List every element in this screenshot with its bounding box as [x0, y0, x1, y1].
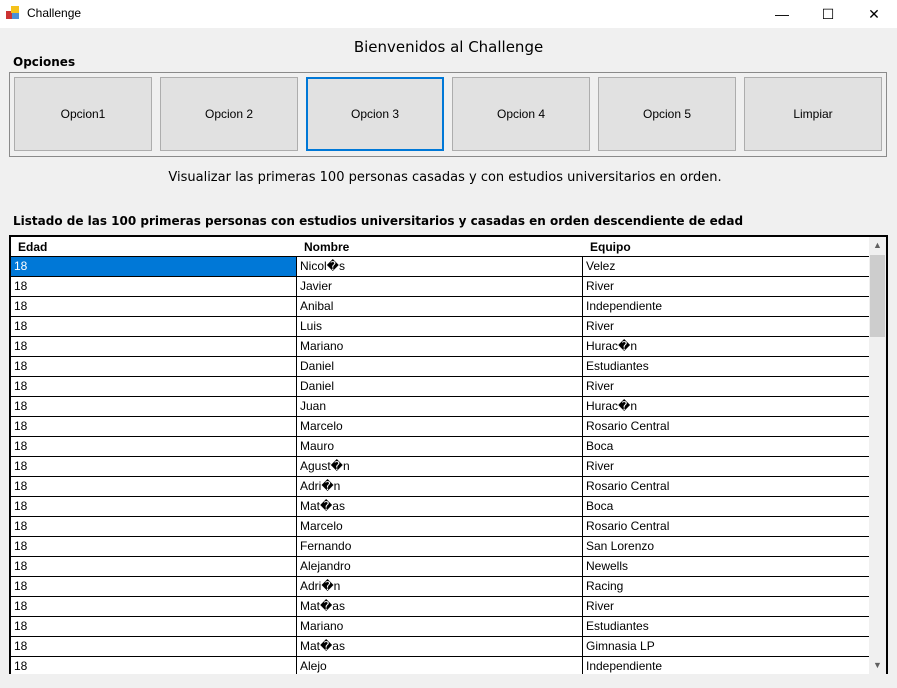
table-row[interactable] — [11, 637, 869, 657]
cell-equipo[interactable]: River — [582, 457, 869, 476]
cell-edad[interactable]: 18 — [14, 559, 28, 573]
table-row[interactable] — [11, 577, 869, 597]
column-header-edad[interactable]: Edad — [18, 240, 48, 254]
cell-equipo[interactable]: River — [582, 597, 869, 616]
cell-nombre[interactable]: Luis — [296, 317, 582, 336]
table-row[interactable] — [11, 317, 869, 337]
table-row[interactable] — [11, 497, 869, 517]
cell-equipo[interactable]: Newells — [582, 557, 869, 576]
cell-equipo[interactable]: Independiente — [582, 297, 869, 316]
cell-equipo[interactable]: Velez — [582, 257, 869, 276]
table-row[interactable] — [11, 277, 869, 297]
column-header-nombre[interactable]: Nombre — [304, 240, 350, 254]
cell-nombre[interactable]: Mat�as — [296, 597, 582, 616]
table-row[interactable] — [11, 537, 869, 557]
options-group-label: Opciones — [13, 55, 76, 69]
table-row[interactable] — [11, 517, 869, 537]
cell-edad[interactable]: 18 — [14, 479, 28, 493]
table-row[interactable] — [11, 597, 869, 617]
table-row[interactable] — [11, 457, 869, 477]
table-row[interactable] — [11, 437, 869, 457]
cell-equipo[interactable]: Independiente — [582, 657, 869, 674]
table-row[interactable] — [11, 337, 869, 357]
data-grid[interactable] — [9, 235, 888, 674]
table-row[interactable] — [11, 397, 869, 417]
scroll-down-icon[interactable]: ▼ — [873, 660, 882, 670]
cell-edad[interactable]: 18 — [14, 459, 28, 473]
cell-nombre[interactable]: Agust�n — [296, 457, 582, 476]
cell-edad[interactable]: 18 — [14, 339, 28, 353]
cell-equipo[interactable]: Rosario Central — [582, 517, 869, 536]
opcion4-button[interactable]: Opcion 4 — [452, 77, 590, 151]
opcion5-button[interactable]: Opcion 5 — [598, 77, 736, 151]
cell-nombre[interactable]: Mat�as — [296, 497, 582, 516]
cell-equipo[interactable]: Gimnasia LP — [582, 637, 869, 656]
cell-equipo[interactable]: Boca — [582, 437, 869, 456]
table-row[interactable] — [11, 297, 869, 317]
cell-equipo[interactable]: River — [582, 277, 869, 296]
cell-equipo[interactable]: Rosario Central — [582, 477, 869, 496]
cell-equipo[interactable]: Boca — [582, 497, 869, 516]
opcion1-button[interactable]: Opcion1 — [14, 77, 152, 151]
cell-edad[interactable]: 18 — [14, 399, 28, 413]
grid-header — [11, 237, 869, 257]
cell-nombre[interactable]: Mariano — [296, 337, 582, 356]
maximize-button[interactable]: ☐ — [821, 5, 835, 22]
cell-equipo[interactable]: Hurac�n — [582, 337, 869, 356]
app-icon — [6, 6, 20, 20]
cell-edad[interactable]: 18 — [14, 599, 28, 613]
cell-equipo[interactable]: San Lorenzo — [582, 537, 869, 556]
cell-edad[interactable]: 18 — [14, 519, 28, 533]
cell-nombre[interactable]: Daniel — [296, 357, 582, 376]
cell-nombre[interactable]: Alejandro — [296, 557, 582, 576]
title-bar — [0, 0, 897, 28]
cell-equipo[interactable]: Estudiantes — [582, 617, 869, 636]
cell-edad[interactable]: 18 — [14, 439, 28, 453]
table-row[interactable] — [11, 477, 869, 497]
cell-edad[interactable]: 18 — [14, 539, 28, 553]
cell-edad[interactable]: 18 — [14, 359, 28, 373]
cell-edad[interactable]: 18 — [14, 639, 28, 653]
minimize-button[interactable]: — — [775, 6, 789, 22]
cell-nombre[interactable]: Mauro — [296, 437, 582, 456]
table-row[interactable] — [11, 257, 869, 277]
cell-edad[interactable]: 18 — [14, 659, 28, 673]
table-row[interactable] — [11, 357, 869, 377]
cell-equipo[interactable]: Hurac�n — [582, 397, 869, 416]
cell-nombre[interactable]: Mat�as — [296, 637, 582, 656]
vertical-scrollbar[interactable] — [869, 237, 886, 674]
cell-edad[interactable]: 18 — [14, 299, 28, 313]
scroll-thumb[interactable] — [870, 255, 885, 337]
table-row[interactable] — [11, 617, 869, 637]
column-header-equipo[interactable]: Equipo — [590, 240, 631, 254]
cell-nombre[interactable]: Nicol�s — [296, 257, 582, 276]
cell-edad[interactable]: 18 — [14, 419, 28, 433]
cell-nombre[interactable]: Fernando — [296, 537, 582, 556]
limpiar-button[interactable]: Limpiar — [744, 77, 882, 151]
cell-nombre[interactable]: Adri�n — [296, 577, 582, 596]
cell-equipo[interactable]: Rosario Central — [582, 417, 869, 436]
cell-equipo[interactable]: Racing — [582, 577, 869, 596]
cell-nombre[interactable]: Javier — [296, 277, 582, 296]
option-description: Visualizar las primeras 100 personas casadas y con estudios universitarios en orden. — [168, 170, 722, 185]
table-row[interactable] — [11, 417, 869, 437]
cell-equipo[interactable]: River — [582, 317, 869, 336]
cell-nombre[interactable]: Adri�n — [296, 477, 582, 496]
cell-nombre[interactable]: Alejo — [296, 657, 582, 674]
cell-equipo[interactable]: Estudiantes — [582, 357, 869, 376]
opcion2-button[interactable]: Opcion 2 — [160, 77, 298, 151]
cell-nombre[interactable]: Marcelo — [296, 417, 582, 436]
cell-nombre[interactable]: Marcelo — [296, 517, 582, 536]
table-row[interactable] — [11, 377, 869, 397]
cell-edad[interactable]: 18 — [14, 379, 28, 393]
scroll-up-icon[interactable]: ▲ — [873, 240, 882, 250]
list-label: Listado de las 100 primeras personas con estudios universitarios y casadas en orden descendiente de edad — [13, 214, 744, 228]
cell-nombre[interactable]: Anibal — [296, 297, 582, 316]
table-row[interactable] — [11, 657, 869, 674]
cell-edad[interactable]: 18 — [14, 279, 28, 293]
opcion3-button[interactable]: Opcion 3 — [306, 77, 444, 151]
cell-edad[interactable]: 18 — [14, 579, 28, 593]
cell-edad[interactable]: 18 — [14, 319, 28, 333]
cell-nombre[interactable]: Juan — [296, 397, 582, 416]
cell-edad[interactable]: 18 — [11, 257, 296, 276]
cell-edad[interactable]: 18 — [14, 499, 28, 513]
close-button[interactable]: ✕ — [868, 5, 880, 22]
table-row[interactable] — [11, 557, 869, 577]
cell-nombre[interactable]: Daniel — [296, 377, 582, 396]
cell-edad[interactable]: 18 — [14, 619, 28, 633]
window-title: Challenge — [27, 6, 82, 20]
cell-nombre[interactable]: Mariano — [296, 617, 582, 636]
cell-equipo[interactable]: River — [582, 377, 869, 396]
welcome-heading: Bienvenidos al Challenge — [353, 38, 544, 56]
